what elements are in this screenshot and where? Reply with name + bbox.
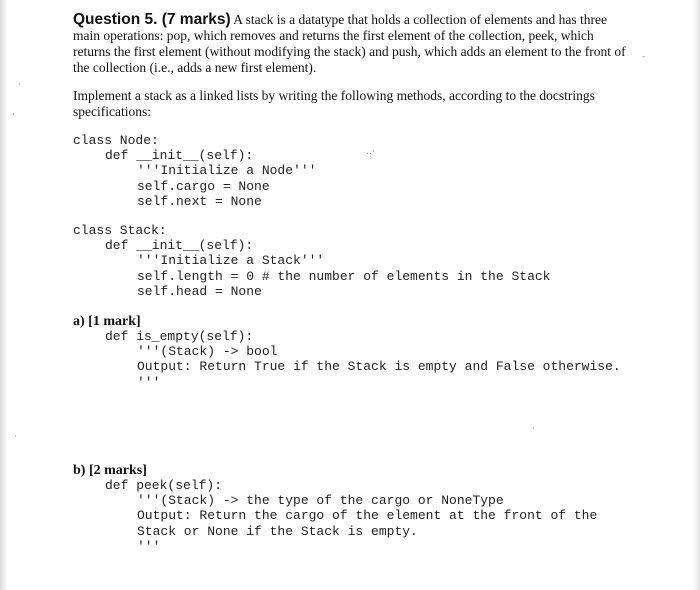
stack-class-code: [73, 223, 550, 299]
code-line: '''Initialize a Stack''': [137, 253, 325, 269]
scan-speck: ‥·: [366, 147, 375, 157]
part-b-code: [73, 478, 597, 554]
part-a-heading: a) [1 mark]: [73, 314, 141, 329]
code-line: self.head = None: [137, 283, 262, 299]
code-line: Stack or None if the Stack is empty.: [137, 523, 418, 539]
scan-speck: ·: [18, 80, 21, 90]
code-line: Output: Return True if the Stack is empty and False otherwise.: [137, 359, 621, 375]
code-line: def is_empty(self):: [105, 329, 254, 344]
code-line: Output: Return the cargo of the element at the front of the: [137, 508, 598, 524]
code-line: class Node:: [73, 133, 159, 148]
part-b-heading: b) [2 marks]: [73, 463, 147, 478]
code-line: self.next = None: [137, 193, 262, 209]
part-a-code: [73, 329, 621, 390]
scan-speck: ·: [532, 424, 535, 434]
scan-speck: -: [642, 52, 646, 62]
question-intro-text: A stack is a datatype that holds a collection of elements and has three main operations: pop, which removes and returns the first element of the collection, peek, which returns the first element (without modifying the stack) and push, which adds an element to the front of the collection (i.e., adds a new first element).: [73, 12, 626, 75]
code-line: ''': [137, 538, 161, 554]
scan-speck: ·: [12, 110, 15, 120]
node-class-code: [73, 133, 316, 209]
code-line: '''(Stack) -> bool: [137, 344, 278, 360]
code-line: '''(Stack) -> the type of the cargo or NoneType: [137, 493, 504, 509]
question-heading: Question 5. (7 marks): [73, 11, 231, 28]
code-line: self.cargo = None: [137, 178, 270, 194]
code-line: self.length = 0 # the number of elements in the Stack: [137, 268, 551, 284]
code-line: ''': [137, 374, 161, 390]
instructions-paragraph: Implement a stack as a linked lists by writing the following methods, according to the docstrings specifications:: [73, 88, 595, 119]
code-line: def __init__(self):: [105, 148, 254, 164]
code-line: '''Initialize a Node''': [137, 163, 317, 179]
question-intro-paragraph: [73, 12, 633, 76]
page-edge-shadow-left: [0, 0, 8, 590]
page-edge-shadow-right: [692, 0, 700, 590]
code-line: def peek(self):: [105, 478, 223, 493]
scan-speck: ·: [14, 432, 17, 442]
code-line: def __init__(self):: [105, 238, 254, 254]
code-line: class Stack:: [73, 223, 167, 238]
